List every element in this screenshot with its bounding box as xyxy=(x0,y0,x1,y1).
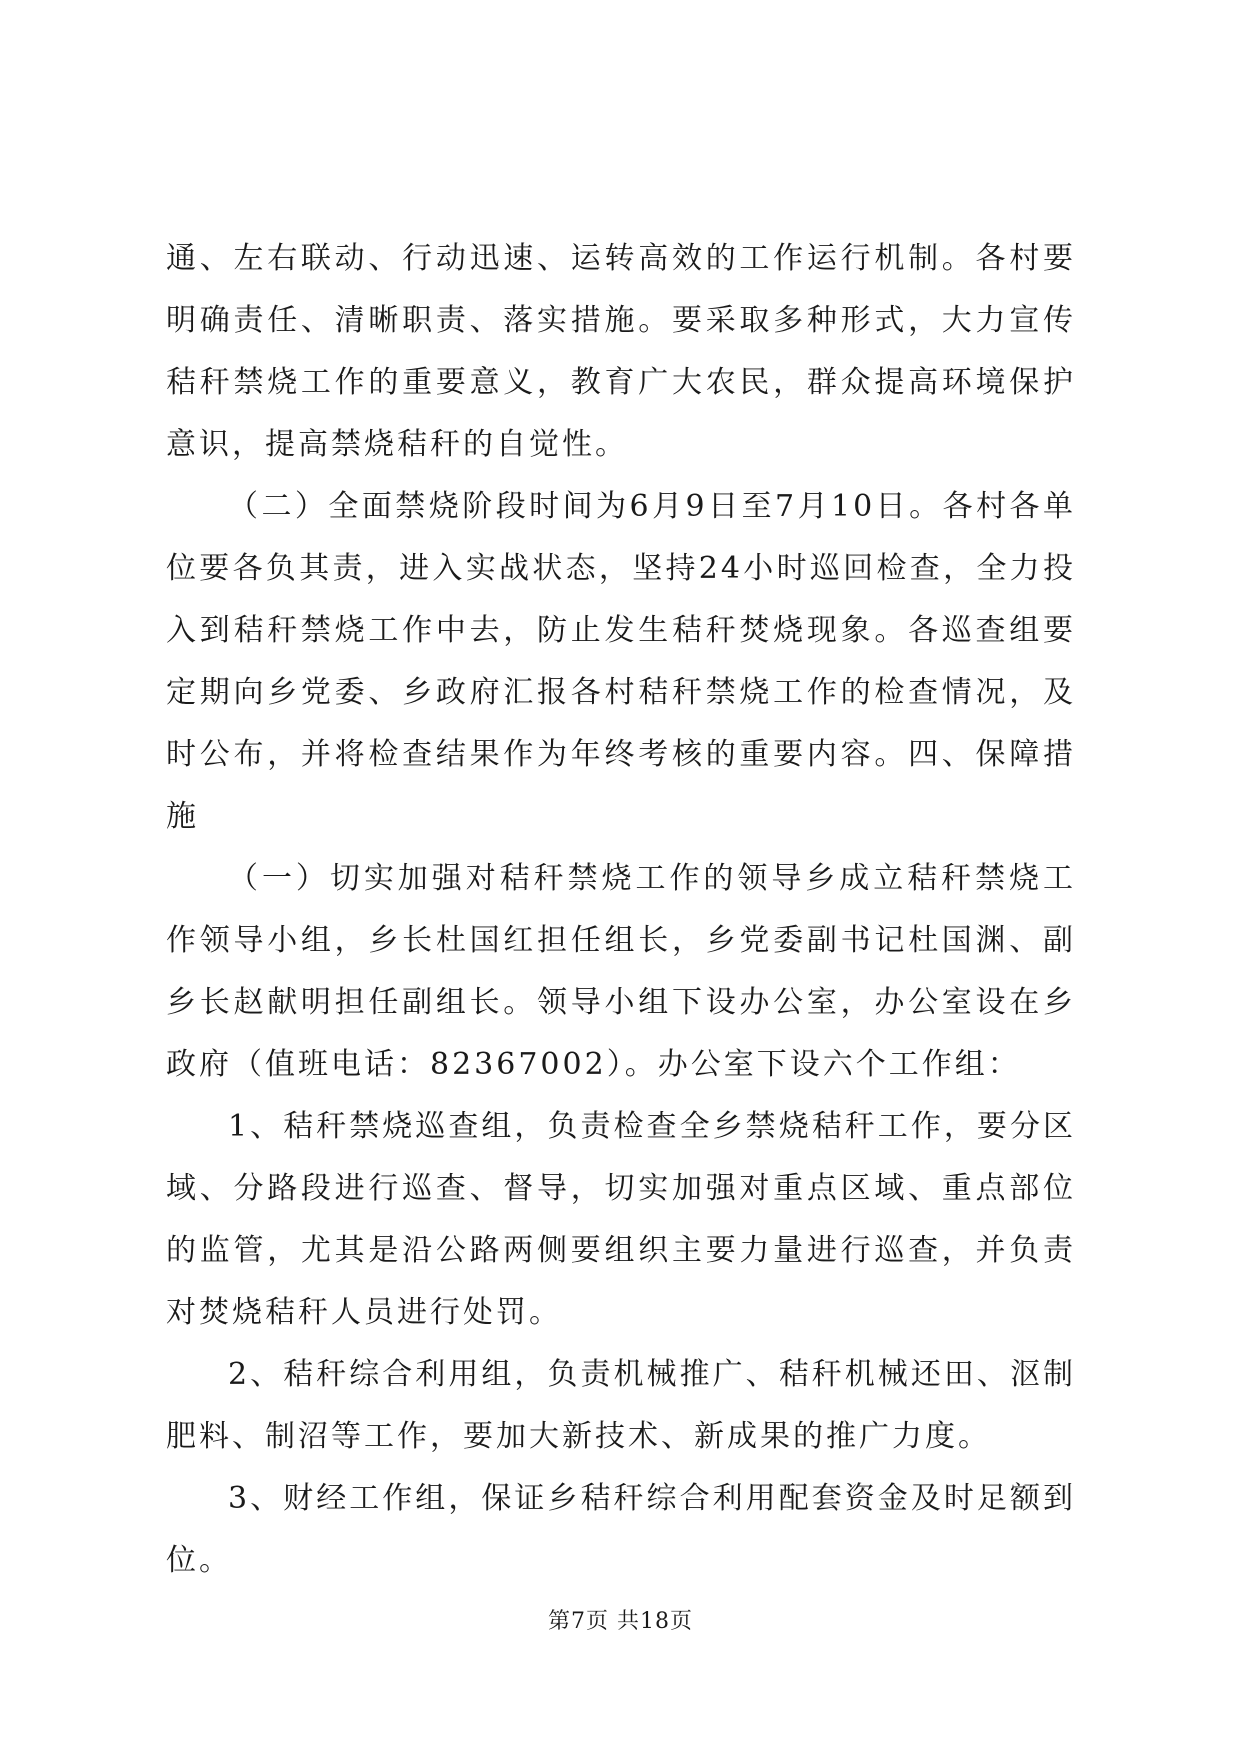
paragraph-full-ban-stage: （二）全面禁烧阶段时间为6月9日至7月10日。各村各单位要各负其责，进入实战状态，坚持24小时巡回检查，全力投入到秸秆禁烧工作中去，防止发生秸秆焚烧现象。各巡查组要定期向乡党委、乡政府汇报各村秸秆禁烧工作的检查情况，及时公布，并将检查结果作为年终考核的重要内容。四、保障措施 xyxy=(166,489,1076,834)
paragraph-continuation: 通、左右联动、行动迅速、运转高效的工作运行机制。各村要明确责任、清晰职责、落实措施。要采取多种形式，大力宣传秸秆禁烧工作的重要意义，教育广大农民，群众提高环境保护意识，提高禁烧秸秆的自觉性。 xyxy=(166,241,1076,462)
paragraph-inspection-group: 1、秸秆禁烧巡查组，负责检查全乡禁烧秸秆工作，要分区域、分路段进行巡查、督导，切实加强对重点区域、重点部位的监管，尤其是沿公路两侧要组织主要力量进行巡查，并负责对焚烧秸秆人员进行处罚。 xyxy=(166,1109,1076,1330)
paragraph-leadership: （一）切实加强对秸秆禁烧工作的领导乡成立秸秆禁烧工作领导小组，乡长杜国红担任组长，乡党委副书记杜国渊、副乡长赵献明担任副组长。领导小组下设办公室，办公室设在乡政府（值班电话：82367002）。办公室下设六个工作组： xyxy=(166,861,1076,1082)
paragraph-finance-group: 3、财经工作组，保证乡秸秆综合利用配套资金及时足额到位。 xyxy=(166,1481,1076,1578)
document-body xyxy=(166,228,1076,1592)
page-number-footer: 第7页 共18页 xyxy=(548,1609,693,1634)
paragraph-utilization-group: 2、秸秆综合利用组，负责机械推广、秸秆机械还田、沤制肥料、制沼等工作，要加大新技术、新成果的推广力度。 xyxy=(166,1357,1076,1454)
